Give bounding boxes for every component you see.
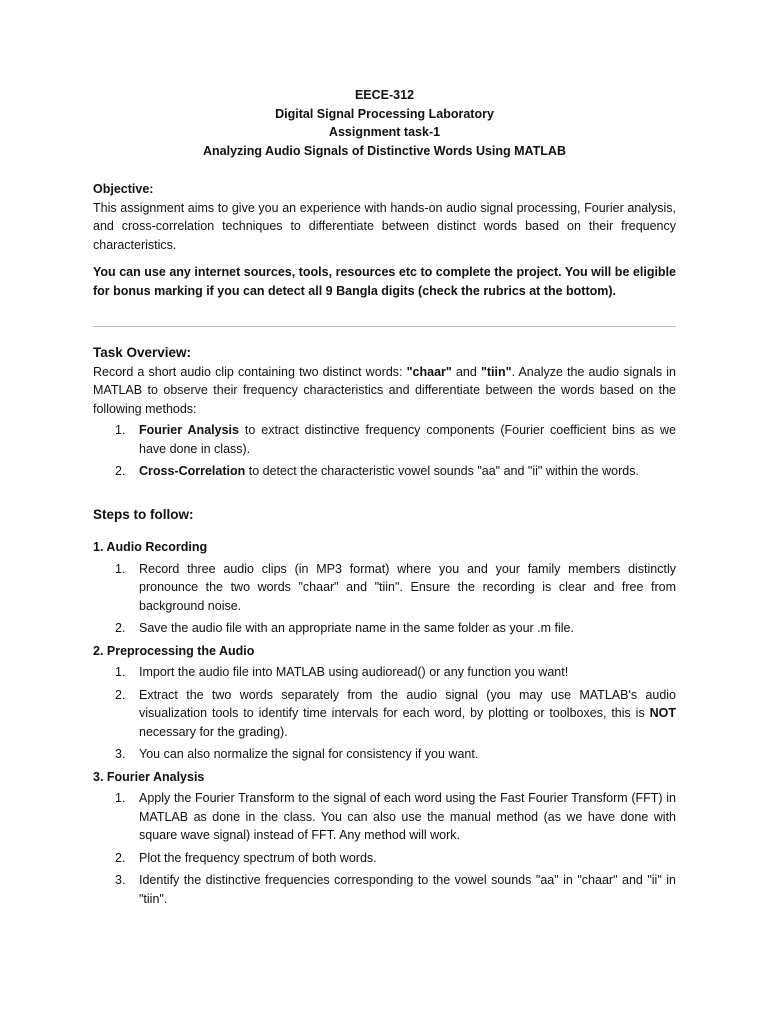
list-item: 3. You can also normalize the signal for consistency if you want. xyxy=(115,747,479,761)
objective-text: This assignment aims to give you an experience with hands-on audio signal processing, Fourier analysis, and cross-correlation techniques to differentiate between distinct words based on their frequency characteristics. xyxy=(93,200,676,252)
list-item: 2. Extract the two words separately from the audio signal (you may use MATLAB's audio visualization tools to identify time intervals for each word, by plotting or toolboxes, this is NOT necessary for the grading). xyxy=(115,687,676,739)
document-title: Analyzing Audio Signals of Distinctive Words Using MATLAB xyxy=(203,143,566,158)
objective-note: You can use any internet sources, tools, resources etc to complete the project. You will be eligible for bonus marking if you can detect all 9 Bangla digits (check the rubrics at the bottom). xyxy=(93,265,676,298)
audio-recording-heading: 1. Audio Recording xyxy=(93,540,208,554)
course-code: EECE-312 xyxy=(354,88,415,102)
document-header xyxy=(93,86,676,160)
list-item: 3. Identify the distinctive frequencies corresponding to the vowel sounds "aa" in "chaar" and "ii" in "tiin". xyxy=(115,873,676,906)
preprocessing-heading: 2. Preprocessing the Audio xyxy=(93,643,255,658)
task-overview-intro: Record a short audio clip containing two distinct words: "chaar" and "tiin". Analyze the audio signals in MATLAB to observe their frequency characteristics and differentiate between the words based on the following methods: xyxy=(93,364,677,416)
word-tiin: "tiin" xyxy=(480,364,512,379)
list-item: 2. Cross-Correlation to detect the characteristic vowel sounds "aa" and "ii" within the words. xyxy=(115,464,639,478)
preprocessing-section xyxy=(93,642,676,764)
lab-name: Digital Signal Processing Laboratory xyxy=(275,106,494,121)
list-item: 1. Apply the Fourier Transform to the signal of each word using the Fast Fourier Transform (FFT) in MATLAB as done in the class. You can also use the manual method (as we have done with square wave signal) instead of FFT. Any method will work. xyxy=(115,791,676,842)
preprocessing-list xyxy=(93,663,676,764)
list-item: 1. Import the audio file into MATLAB using audioread() or any function you want! xyxy=(115,665,569,679)
document-content xyxy=(93,86,676,912)
fourier-list xyxy=(93,789,676,908)
objective-heading: Objective: xyxy=(93,182,154,196)
list-item: 2. Plot the frequency spectrum of both words. xyxy=(115,850,377,865)
task-overview-heading: Task Overview: xyxy=(93,345,192,360)
assignment-label: Assignment task-1 xyxy=(328,125,441,139)
audio-recording-list xyxy=(93,560,676,638)
steps-heading: Steps to follow: xyxy=(93,506,194,522)
steps-section xyxy=(93,506,676,909)
task-methods-list xyxy=(93,421,676,481)
task-overview-section xyxy=(93,344,676,481)
fourier-heading: 3. Fourier Analysis xyxy=(93,769,205,784)
fourier-section xyxy=(93,768,676,909)
section-divider xyxy=(93,326,676,327)
list-item: 1. Record three audio clips (in MP3 format) where you and your family members distinctly pronounce the two words "chaar" and "tiin". Ensure the recording is clear and free from background noise. xyxy=(115,561,676,613)
audio-recording-section xyxy=(93,538,676,638)
objective-section xyxy=(93,180,676,300)
word-chaar: "chaar" xyxy=(406,364,452,379)
list-item: 1. Fourier Analysis to extract distinctive frequency components (Fourier coefficient bins as we have done in class). xyxy=(115,423,676,456)
list-item: 2. Save the audio file with an appropriate name in the same folder as your .m file. xyxy=(115,621,574,635)
